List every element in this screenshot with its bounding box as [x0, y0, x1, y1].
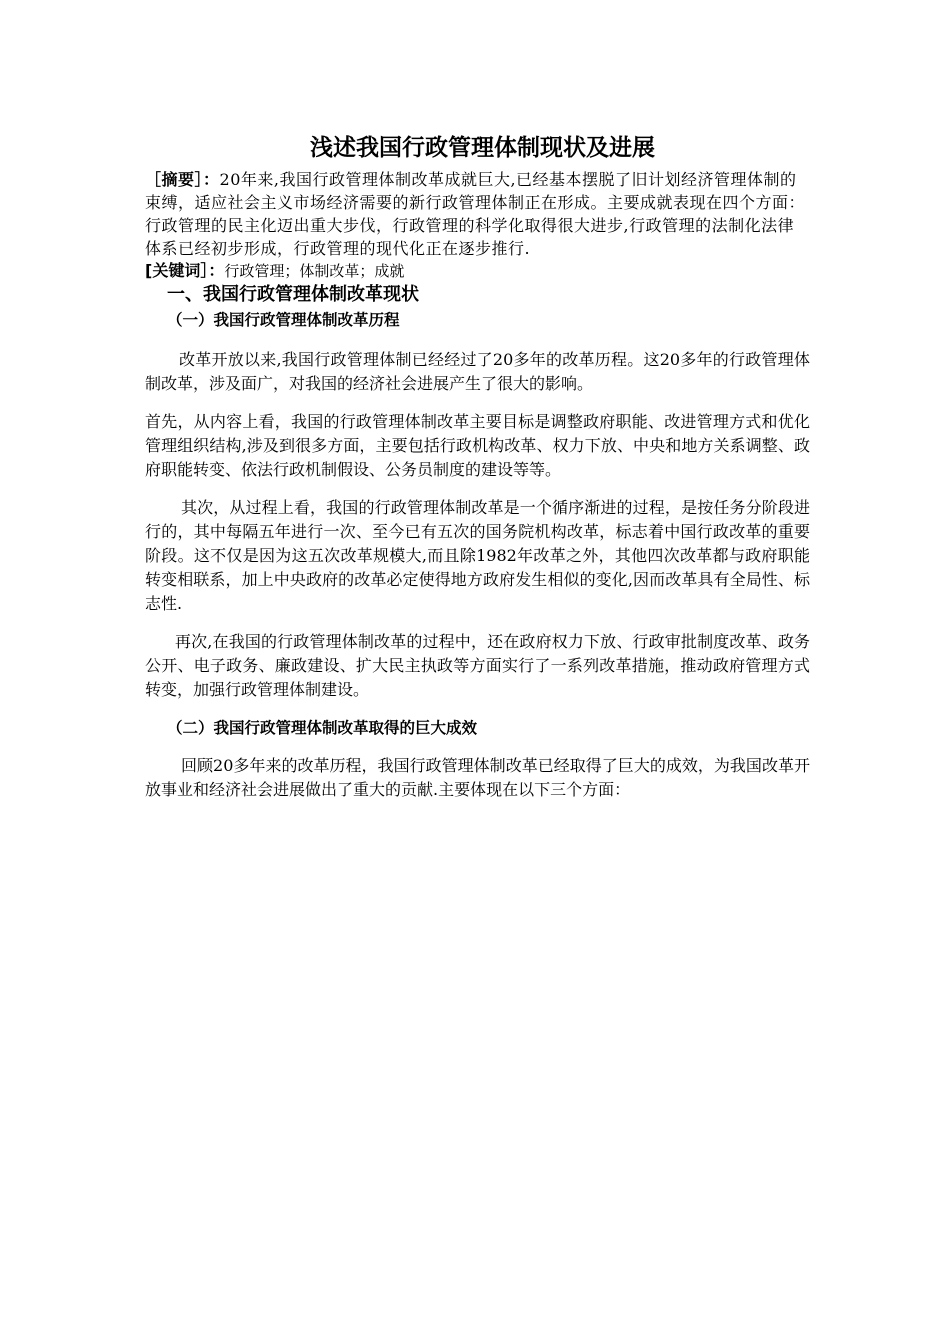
abstract-text: 20年来,我国行政管理体制改革成就巨大,已经基本摆脱了旧计划经济管理体制的束缚，适应社会主义市场经济需要的新行政管理体制正在形成。主要成就表现在四个方面：行政管理的民主化迈出重大步伐，行政管理的科学化取得很大进步,行政管理的法制化法律体系已经初步形成，行政管理的现代化正在逐步推行.	[145, 170, 806, 258]
keywords-label: [关键词］：	[145, 261, 225, 280]
document-title: 浅述我国行政管理体制现状及进展	[310, 135, 655, 161]
paragraph: 首先，从内容上看，我国的行政管理体制改革主要目标是调整政府职能、改进管理方式和优化管理组织结构,涉及到很多方面，主要包括行政机构改革、权力下放、中央和地方关系调整、政府职能转变、依法行政机制假设、公务员制度的建设等等。	[145, 412, 810, 479]
abstract-label: ［摘要］：	[145, 170, 220, 189]
paragraph: 回顾20多年来的改革历程，我国行政管理体制改革已经取得了巨大的成效，为我国改革开放事业和经济社会进展做出了重大的贡献.主要体现在以下三个方面：	[145, 756, 810, 799]
paragraph: 其次，从过程上看，我国的行政管理体制改革是一个循序渐进的过程，是按任务分阶段进行的，其中每隔五年进行一次、至今已有五次的国务院机构改革，标志着中国行政改革的重要阶段。这不仅是因为这五次改革规模大,而且除1982年改革之外，其他四次改革都与政府职能转变相联系，加上中央政府的改革必定使得地方政府发生相似的变化,因而改革具有全局性、标志性.	[145, 498, 810, 613]
document-page	[145, 130, 810, 802]
abstract	[145, 168, 810, 260]
keywords	[145, 260, 810, 282]
subsection-heading-history: （一）我国行政管理体制改革历程	[167, 311, 400, 329]
subsection-heading-achievements: （二）我国行政管理体制改革取得的巨大成效	[167, 719, 478, 737]
paragraph: 改革开放以来,我国行政管理体制已经经过了20多年的改革历程。这20多年的行政管理体制改革，涉及面广，对我国的经济社会进展产生了很大的影响。	[145, 350, 810, 393]
section-heading: 一、我国行政管理体制改革现状	[167, 284, 419, 305]
paragraph: 再次,在我国的行政管理体制改革的过程中，还在政府权力下放、行政审批制度改革、政务公开、电子政务、廉政建设、扩大民主执政等方面实行了一系列改革措施，推动政府管理方式转变，加强行政管理体制建设。	[145, 632, 810, 699]
keywords-text: 行政管理；体制改革；成就	[224, 262, 405, 280]
